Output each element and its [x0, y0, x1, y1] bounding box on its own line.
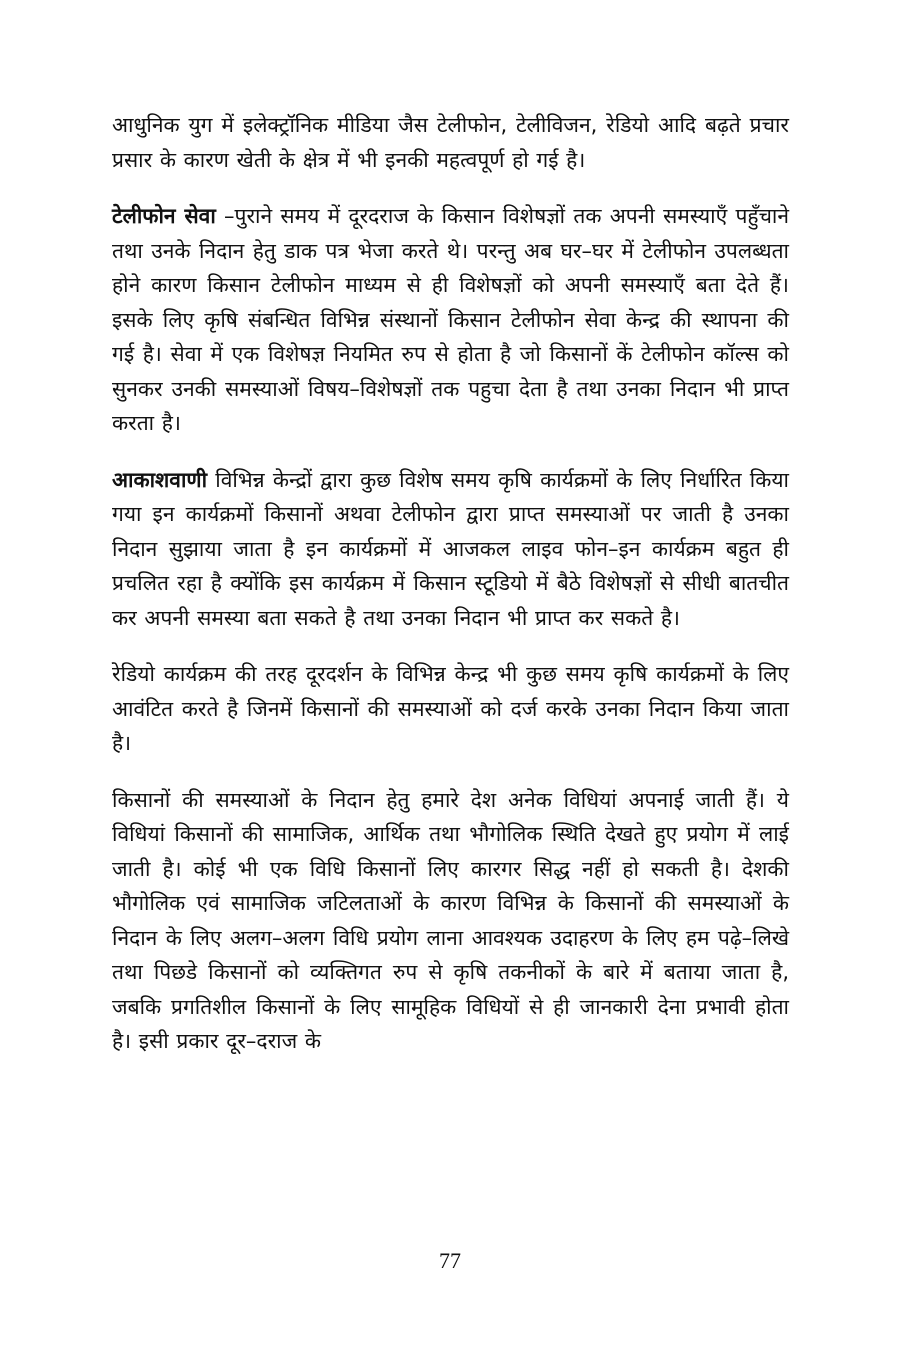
paragraph-text: आधुनिक युग में इलेक्ट्रॉनिक मीडिया जैस टेलीफोन, टेलीविजन, रेडियो आदि बढ़ते प्रचार प्रसार के कारण खेती के क्षेत्र में भी इनकी महत्वपूर्ण हो गई है।	[112, 113, 789, 172]
paragraph-intro	[112, 108, 789, 177]
paragraph-text: रेडियो कार्यक्रम की तरह दूरदर्शन के विभिन्न केन्द्र भी कुछ समय कृषि कार्यक्रमों के लिए आवंटित करते है जिनमें किसानों की समस्याओं को दर्ज करके उनका निदान किया जाता है।	[112, 662, 789, 755]
paragraph-telephone-service	[112, 199, 789, 441]
paragraph-heading: टेलीफोन सेवा	[112, 204, 216, 228]
paragraph-methods	[112, 783, 789, 1059]
paragraph-text: किसानों की समस्याओं के निदान हेतु हमारे देश अनेक विधियां अपनाई जाती हैं। ये विधियां किसानों की सामाजिक, आर्थिक तथा भौगोलिक स्थिति देखते हुए प्रयोग में लाई जाती है। कोई भी एक विधि किसानों लिए कारगर सिद्ध नहीं हो सकती है। देशकी भौगोलिक एवं सामाजिक जटिलताओं के कारण विभिन्न के किसानों की समस्याओं के निदान के लिए अलग–अलग विधि प्रयोग लाना आवश्यक उदाहरण के लिए हम पढ़े–लिखे तथा पिछडे किसानों को व्यक्तिगत रुप से कृषि तकनीकों के बारे में बताया जाता है, जबकि प्रगतिशील किसानों के लिए सामूहिक विधियों से ही जानकारी देना प्रभावी होता है। इसी प्रकार दूर–दराज के	[112, 787, 789, 1053]
paragraph-text: विभिन्न केन्द्रों द्वारा कुछ विशेष समय कृषि कार्यक्रमों के लिए निर्धारित किया गया इन कार्यक्रमों किसानों अथवा टेलीफोन द्वारा प्राप्त समस्याओं पर जाती है उनका निदान सुझाया जाता है इन कार्यक्रमों में आजकल लाइव फोन–इन कार्यक्रम बहुत ही प्रचलित रहा है क्योंकि इस कार्यक्रम में किसान स्टूडियो में बैठे विशेषज्ञों से सीधी बातचीत कर अपनी समस्या बता सकते है तथा उनका निदान भी प्राप्त कर सकते है।	[112, 467, 789, 630]
page-body	[112, 108, 789, 1081]
paragraph-doordarshan	[112, 657, 789, 761]
paragraph-heading: आकाशवाणी	[112, 467, 208, 492]
page-number: 77	[439, 1248, 461, 1273]
paragraph-text: –पुराने समय में दूरदराज के किसान विशेषज्ञों तक अपनी समस्याएँ पहुँचाने तथा उनके निदान हेतु डाक पत्र भेजा करते थे। परन्तु अब घर–घर में टेलीफोन उपलब्धता होने कारण किसान टेलीफोन माध्यम से ही विशेषज्ञों को अपनी समस्याएँ बता देते हैं। इसके लिए कृषि संबन्धित विभिन्न संस्थानों किसान टेलीफोन सेवा केन्द्र की स्थापना की गई है। सेवा में एक विशेषज्ञ नियमित रुप से होता है जो किसानों कें टेलीफोन कॉल्स को सुनकर उनकी समस्याओं विषय–विशेषज्ञों तक पहुचा देता है तथा उनका निदान भी प्राप्त करता है।	[112, 204, 790, 435]
paragraph-akashvani	[112, 463, 789, 636]
